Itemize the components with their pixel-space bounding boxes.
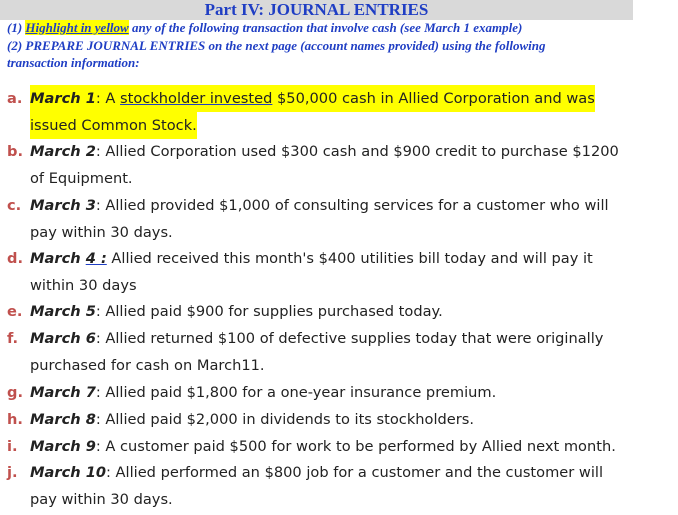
item-text: $50,000 cash in Allied Corporation and was bbox=[272, 90, 595, 107]
item-text: : A customer paid $500 for work to be performed by Allied next month. bbox=[95, 438, 616, 455]
item-text: : Allied returned $100 of defective supplies today that were originally bbox=[95, 330, 604, 347]
item-letter: g. bbox=[7, 384, 23, 401]
item-date-underlined: 4 : bbox=[85, 250, 107, 267]
item-letter: j. bbox=[7, 464, 18, 481]
instruction-1-rest: any of the following transaction that involve cash (see March 1 example) bbox=[128, 20, 523, 35]
item-text: : Allied paid $1,800 for a one-year insurance premium. bbox=[95, 384, 497, 401]
item-line-1 bbox=[30, 85, 595, 112]
item-line-1 bbox=[30, 406, 474, 433]
instruction-2-line2: transaction information: bbox=[7, 55, 140, 70]
item-line-2: of Equipment. bbox=[30, 170, 133, 187]
item-text: : Allied paid $900 for supplies purchased today. bbox=[95, 303, 443, 320]
item-date: March 5 bbox=[30, 303, 96, 320]
item-line-1 bbox=[30, 325, 603, 352]
item-date: March 3 bbox=[30, 197, 96, 214]
item-text: : Allied Corporation used $300 cash and $900 credit to purchase $1200 bbox=[95, 143, 619, 160]
item-date: March 8 bbox=[30, 411, 96, 428]
item-text: Allied received this month's $400 utilities bill today and will pay it bbox=[106, 250, 593, 267]
item-letter: f. bbox=[7, 330, 19, 347]
item-line-2: within 30 days bbox=[30, 277, 137, 294]
instruction-1-prefix: (1) bbox=[7, 20, 26, 35]
item-line-1 bbox=[30, 379, 496, 406]
page-title: Part IV: JOURNAL ENTRIES bbox=[204, 0, 429, 19]
instruction-2-line1: (2) PREPARE JOURNAL ENTRIES on the next page (account names provided) using the following bbox=[7, 38, 546, 53]
item-letter: e. bbox=[7, 303, 23, 320]
item-date: March 1 bbox=[30, 90, 96, 107]
item-line-2: pay within 30 days. bbox=[30, 491, 173, 508]
item-line-1 bbox=[30, 192, 609, 219]
item-line-1 bbox=[30, 298, 443, 325]
item-line-2: issued Common Stock. bbox=[30, 112, 197, 139]
item-text: : Allied paid $2,000 in dividends to its stockholders. bbox=[95, 411, 474, 428]
item-text: : A bbox=[95, 90, 121, 107]
item-line-2: purchased for cash on March11. bbox=[30, 357, 265, 374]
item-line-1 bbox=[30, 433, 616, 460]
item-letter: d. bbox=[7, 250, 23, 267]
item-date: March 9 bbox=[30, 438, 96, 455]
item-letter: i. bbox=[7, 438, 18, 455]
item-date: March 10 bbox=[30, 464, 106, 481]
item-letter: b. bbox=[7, 143, 23, 160]
item-line-1 bbox=[30, 245, 593, 272]
item-date: March 6 bbox=[30, 330, 96, 347]
instruction-1 bbox=[7, 20, 522, 36]
item-date: March bbox=[30, 250, 86, 267]
item-line-1 bbox=[30, 459, 603, 486]
item-letter: c. bbox=[7, 197, 22, 214]
instruction-1-highlight: Highlight in yellow bbox=[25, 20, 129, 35]
item-underlined-text: stockholder invested bbox=[120, 90, 273, 107]
item-letter: h. bbox=[7, 411, 23, 428]
item-line-2: pay within 30 days. bbox=[30, 224, 173, 241]
item-date: March 2 bbox=[30, 143, 96, 160]
item-text: : Allied performed an $800 job for a customer and the customer will bbox=[106, 464, 604, 481]
item-date: March 7 bbox=[30, 384, 96, 401]
item-letter: a. bbox=[7, 90, 23, 107]
item-line-1 bbox=[30, 138, 619, 165]
item-text: : Allied provided $1,000 of consulting services for a customer who will bbox=[95, 197, 609, 214]
